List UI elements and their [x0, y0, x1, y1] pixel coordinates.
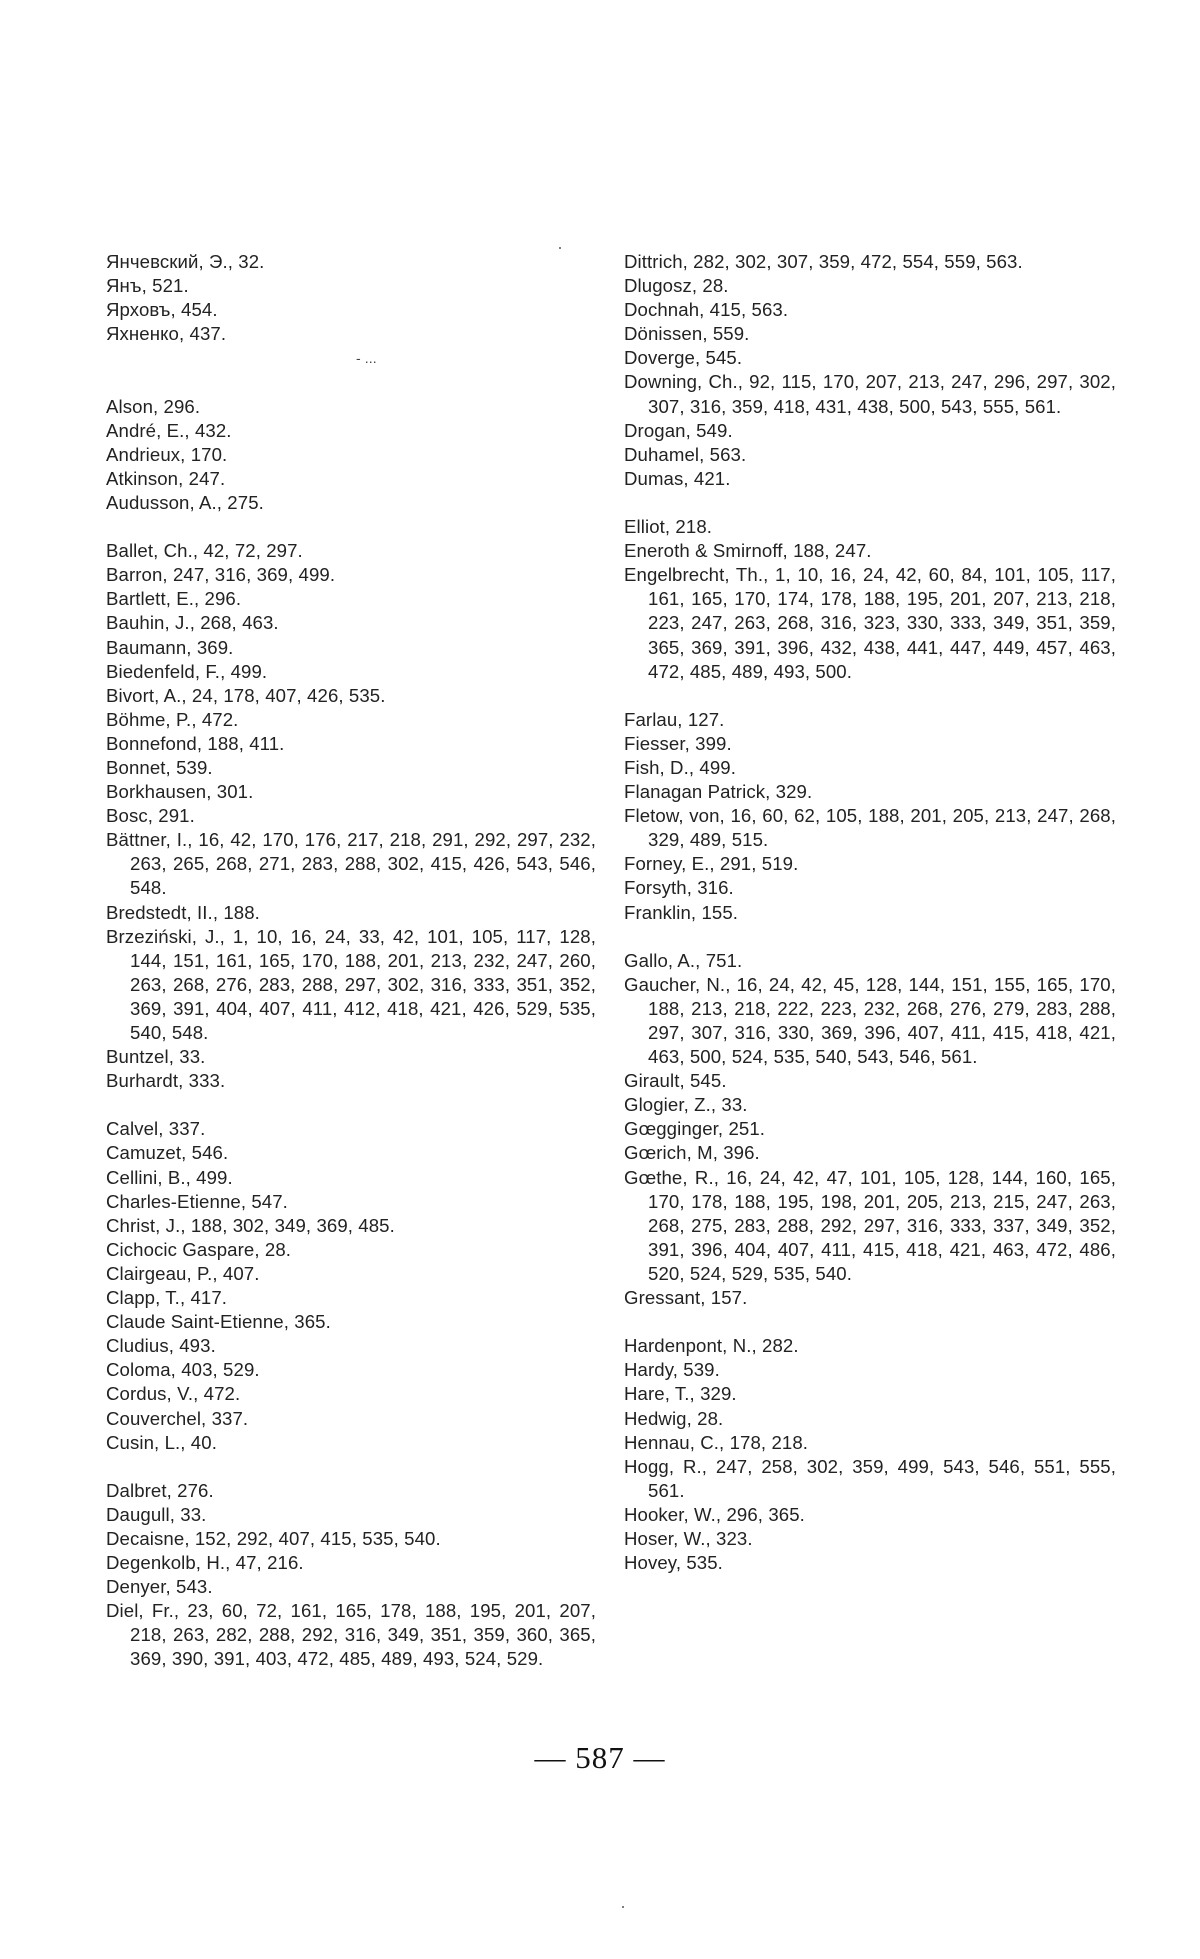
index-entry: Ballet, Ch., 42, 72, 297.	[106, 539, 596, 563]
index-letter-group	[106, 539, 596, 1093]
index-entry: Engelbrecht, Th., 1, 10, 16, 24, 42, 60, 84, 101, 105, 117, 161, 165, 170, 174, 178, 188, 195, 201, 207, 213, 218, 223, 247, 263, 268, 316, 323, 330, 333, 349, 351, 359, 365, 369, 391, 396, 432, 438, 441, 447, 449, 457, 463, 472, 485, 489, 493, 500.	[624, 563, 1116, 683]
index-entry: Dumas, 421.	[624, 467, 1116, 491]
scan-speck	[622, 1906, 624, 1908]
page-number: — 587 —	[0, 1740, 1200, 1776]
index-entry: Dalbret, 276.	[106, 1479, 596, 1503]
index-letter-group	[106, 395, 596, 515]
index-entry: Bonnefond, 188, 411.	[106, 732, 596, 756]
index-entry: André, E., 432.	[106, 419, 596, 443]
index-entry: Dochnah, 415, 563.	[624, 298, 1116, 322]
index-entry: Andrieux, 170.	[106, 443, 596, 467]
index-entry: Dlugosz, 28.	[624, 274, 1116, 298]
index-entry: Denyer, 543.	[106, 1575, 596, 1599]
index-entry: Яхненко, 437.	[106, 322, 596, 346]
index-entry: Bivort, A., 24, 178, 407, 426, 535.	[106, 684, 596, 708]
index-entry: Cusin, L., 40.	[106, 1431, 596, 1455]
index-entry: Christ, J., 188, 302, 349, 369, 485.	[106, 1214, 596, 1238]
index-entry: Hare, T., 329.	[624, 1382, 1116, 1406]
index-entry: Claude Saint-Etienne, 365.	[106, 1310, 596, 1334]
index-entry: Atkinson, 247.	[106, 467, 596, 491]
index-entry: Downing, Ch., 92, 115, 170, 207, 213, 247, 296, 297, 302, 307, 316, 359, 418, 431, 438, 500, 543, 555, 561.	[624, 370, 1116, 418]
document-page	[0, 0, 1200, 1959]
index-entry: Gœrich, M, 396.	[624, 1141, 1116, 1165]
index-entry: Borkhausen, 301.	[106, 780, 596, 804]
index-entry: Bauhin, J., 268, 463.	[106, 611, 596, 635]
index-entry: Янъ, 521.	[106, 274, 596, 298]
index-entry: Eneroth & Smirnoff, 188, 247.	[624, 539, 1116, 563]
index-entry: Baumann, 369.	[106, 636, 596, 660]
index-entry: Forsyth, 316.	[624, 876, 1116, 900]
index-letter-group	[106, 1479, 596, 1672]
index-entry: Fish, D., 499.	[624, 756, 1116, 780]
index-entry: Clairgeau, P., 407.	[106, 1262, 596, 1286]
index-letter-group	[624, 1334, 1116, 1575]
index-entry: Barron, 247, 316, 369, 499.	[106, 563, 596, 587]
index-letter-group	[624, 250, 1116, 491]
index-entry: Flanagan Patrick, 329.	[624, 780, 1116, 804]
index-entry: Böhme, P., 472.	[106, 708, 596, 732]
index-entry: Hooker, W., 296, 365.	[624, 1503, 1116, 1527]
index-entry: Diel, Fr., 23, 60, 72, 161, 165, 178, 188, 195, 201, 207, 218, 263, 282, 288, 292, 316, 349, 351, 359, 360, 365, 369, 390, 391, 403, 472, 485, 489, 493, 524, 529.	[106, 1599, 596, 1671]
index-letter-group	[624, 515, 1116, 684]
index-entry: Gœgginger, 251.	[624, 1117, 1116, 1141]
index-entry: Gœthe, R., 16, 24, 42, 47, 101, 105, 128, 144, 160, 165, 170, 178, 188, 195, 198, 201, 205, 213, 215, 247, 263, 268, 275, 283, 288, 292, 297, 316, 333, 337, 349, 352, 391, 396, 404, 407, 411, 415, 418, 421, 463, 472, 486, 520, 524, 529, 535, 540.	[624, 1166, 1116, 1286]
index-entry: Hovey, 535.	[624, 1551, 1116, 1575]
index-entry: Bonnet, 539.	[106, 756, 596, 780]
index-entry: Янчевский, Э., 32.	[106, 250, 596, 274]
index-entry: Drogan, 549.	[624, 419, 1116, 443]
index-entry: Clapp, T., 417.	[106, 1286, 596, 1310]
index-entry: Dönissen, 559.	[624, 322, 1116, 346]
index-entry: Gallo, A., 751.	[624, 949, 1116, 973]
index-entry: Farlau, 127.	[624, 708, 1116, 732]
index-entry: Bartlett, E., 296.	[106, 587, 596, 611]
index-entry: Coloma, 403, 529.	[106, 1358, 596, 1382]
index-entry: Degenkolb, H., 47, 216.	[106, 1551, 596, 1575]
index-entry: Alson, 296.	[106, 395, 596, 419]
index-entry: Dittrich, 282, 302, 307, 359, 472, 554, 559, 563.	[624, 250, 1116, 274]
index-letter-group	[106, 250, 596, 346]
index-entry: Audusson, A., 275.	[106, 491, 596, 515]
index-letter-group	[106, 1117, 596, 1454]
index-entry: Hennau, C., 178, 218.	[624, 1431, 1116, 1455]
index-entry: Glogier, Z., 33.	[624, 1093, 1116, 1117]
index-entry: Biedenfeld, F., 499.	[106, 660, 596, 684]
index-entry: Cellini, B., 499.	[106, 1166, 596, 1190]
index-entry: Cordus, V., 472.	[106, 1382, 596, 1406]
index-entry: Hedwig, 28.	[624, 1407, 1116, 1431]
index-entry: Gressant, 157.	[624, 1286, 1116, 1310]
index-letter-group	[624, 708, 1116, 925]
index-entry: Fiesser, 399.	[624, 732, 1116, 756]
index-entry: Daugull, 33.	[106, 1503, 596, 1527]
index-entry: Hardenpont, N., 282.	[624, 1334, 1116, 1358]
index-entry: Gaucher, N., 16, 24, 42, 45, 128, 144, 151, 155, 165, 170, 188, 213, 218, 222, 223, 232, 268, 276, 279, 283, 288, 297, 307, 316, 330, 369, 396, 407, 411, 415, 418, 421, 463, 500, 524, 535, 540, 543, 546, 561.	[624, 973, 1116, 1069]
index-entry: Fletow, von, 16, 60, 62, 105, 188, 201, 205, 213, 247, 268, 329, 489, 515.	[624, 804, 1116, 852]
index-entry: Couverchel, 337.	[106, 1407, 596, 1431]
index-entry: Elliot, 218.	[624, 515, 1116, 539]
index-entry: Hardy, 539.	[624, 1358, 1116, 1382]
index-entry: Forney, E., 291, 519.	[624, 852, 1116, 876]
index-entry: Calvel, 337.	[106, 1117, 596, 1141]
index-entry: Buntzel, 33.	[106, 1045, 596, 1069]
index-column-right	[624, 250, 1116, 1599]
index-letter-group	[624, 949, 1116, 1310]
index-entry: Duhamel, 563.	[624, 443, 1116, 467]
index-entry: Bättner, I., 16, 42, 170, 176, 217, 218, 291, 292, 297, 232, 263, 265, 268, 271, 283, 288, 302, 415, 426, 543, 546, 548.	[106, 828, 596, 900]
index-entry: Doverge, 545.	[624, 346, 1116, 370]
index-entry: Cludius, 493.	[106, 1334, 596, 1358]
index-entry: Hoser, W., 323.	[624, 1527, 1116, 1551]
index-entry: Brzeziński, J., 1, 10, 16, 24, 33, 42, 101, 105, 117, 128, 144, 151, 161, 165, 170, 188, 201, 213, 232, 247, 260, 263, 268, 276, 283, 288, 297, 302, 316, 333, 351, 352, 369, 391, 404, 407, 411, 412, 418, 421, 426, 529, 535, 540, 548.	[106, 925, 596, 1045]
index-entry: Bredstedt, II., 188.	[106, 901, 596, 925]
section-separator: - ...	[106, 346, 596, 370]
scan-speck	[559, 247, 561, 249]
index-entry: Hogg, R., 247, 258, 302, 359, 499, 543, 546, 551, 555, 561.	[624, 1455, 1116, 1503]
index-entry: Charles-Etienne, 547.	[106, 1190, 596, 1214]
index-entry: Ярховъ, 454.	[106, 298, 596, 322]
index-entry: Decaisne, 152, 292, 407, 415, 535, 540.	[106, 1527, 596, 1551]
index-entry: Camuzet, 546.	[106, 1141, 596, 1165]
index-column-left	[106, 250, 596, 1696]
index-entry: Cichocic Gaspare, 28.	[106, 1238, 596, 1262]
index-entry: Franklin, 155.	[624, 901, 1116, 925]
index-entry: Girault, 545.	[624, 1069, 1116, 1093]
index-entry: Bosc, 291.	[106, 804, 596, 828]
index-entry: Burhardt, 333.	[106, 1069, 596, 1093]
